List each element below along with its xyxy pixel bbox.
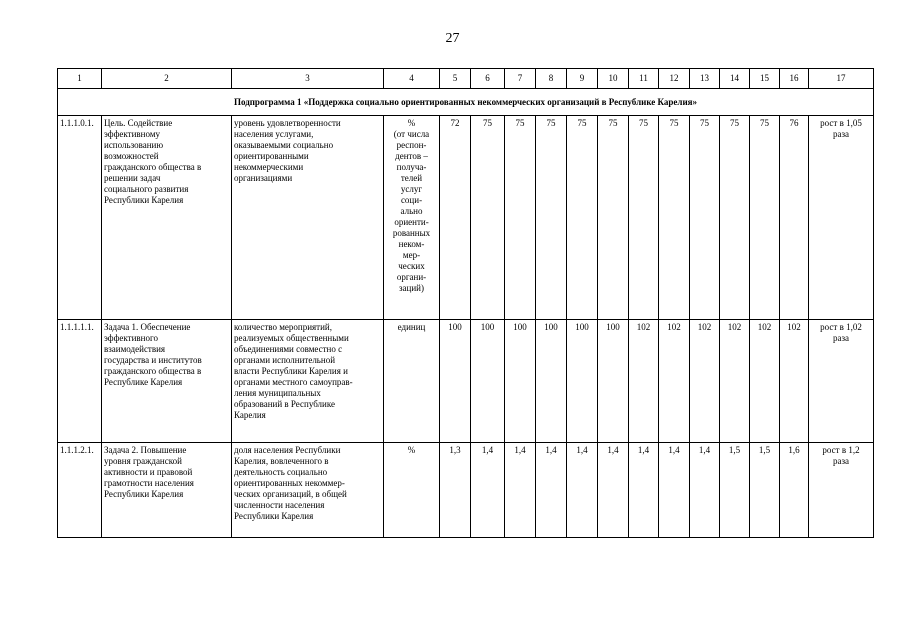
row-value: 1,5 (720, 443, 750, 538)
indicators-table (57, 68, 874, 538)
column-number-14: 14 (720, 69, 750, 89)
row-value: 102 (780, 320, 809, 443)
row-value: 75 (567, 116, 598, 320)
row-goal: Задача 1. Обеспечение эффективного взаимодействия государства и институтов гражданского общества в Республике Карелия (102, 320, 232, 443)
row-value: 100 (505, 320, 536, 443)
row-value: 1,4 (536, 443, 567, 538)
row-indicator: количество мероприятий, реализуемых общественными объединениями совместно с органами исполнительной власти Республики Карелия и органами местного самоуправ- ления муниципальных образований в Республике Карелия (232, 320, 384, 443)
row-value: 1,6 (780, 443, 809, 538)
row-value: 1,4 (659, 443, 690, 538)
column-number-row (58, 69, 874, 89)
row-result: рост в 1,05 раза (809, 116, 874, 320)
table-row (58, 443, 874, 538)
row-unit: единиц (384, 320, 440, 443)
row-indicator: доля населения Республики Карелия, вовлеченного в деятельность социально ориентированных некоммер- ческих организаций, в общей численности населения Республики Карелия (232, 443, 384, 538)
table-row (58, 320, 874, 443)
table-row (58, 116, 874, 320)
row-value: 100 (440, 320, 471, 443)
row-value: 75 (536, 116, 567, 320)
row-value: 102 (629, 320, 659, 443)
column-number-5: 5 (440, 69, 471, 89)
row-value: 75 (750, 116, 780, 320)
row-value: 76 (780, 116, 809, 320)
row-value: 1,4 (629, 443, 659, 538)
column-number-6: 6 (471, 69, 505, 89)
row-value: 102 (659, 320, 690, 443)
row-value: 75 (629, 116, 659, 320)
column-number-8: 8 (536, 69, 567, 89)
row-value: 1,5 (750, 443, 780, 538)
row-value: 100 (536, 320, 567, 443)
row-code: 1.1.1.2.1. (58, 443, 102, 538)
row-value: 1,4 (690, 443, 720, 538)
row-code: 1.1.1.1.1. (58, 320, 102, 443)
row-value: 1,4 (505, 443, 536, 538)
row-value: 102 (750, 320, 780, 443)
column-number-4: 4 (384, 69, 440, 89)
row-value: 75 (471, 116, 505, 320)
row-value: 75 (659, 116, 690, 320)
column-number-13: 13 (690, 69, 720, 89)
row-indicator: уровень удовлетворенности населения услугами, оказываемыми социально ориентированными некоммерческими организациями (232, 116, 384, 320)
row-value: 102 (720, 320, 750, 443)
row-goal: Задача 2. Повышение уровня гражданской активности и правовой грамотности населения Республики Карелия (102, 443, 232, 538)
row-code: 1.1.1.0.1. (58, 116, 102, 320)
row-value: 1,3 (440, 443, 471, 538)
column-number-16: 16 (780, 69, 809, 89)
row-value: 75 (690, 116, 720, 320)
column-number-15: 15 (750, 69, 780, 89)
column-number-12: 12 (659, 69, 690, 89)
row-result: рост в 1,02 раза (809, 320, 874, 443)
row-value: 72 (440, 116, 471, 320)
row-value: 100 (471, 320, 505, 443)
subprogram-row (58, 89, 874, 116)
row-value: 75 (598, 116, 629, 320)
row-value: 1,4 (471, 443, 505, 538)
row-unit: % (от числа респон- дентов – получа- телей услуг соци- ально ориенти- рованных неком- мер- ческих органи- заций) (384, 116, 440, 320)
row-value: 100 (567, 320, 598, 443)
row-value: 102 (690, 320, 720, 443)
row-value: 100 (598, 320, 629, 443)
column-number-9: 9 (567, 69, 598, 89)
row-unit: % (384, 443, 440, 538)
row-value: 75 (505, 116, 536, 320)
row-result: рост в 1,2 раза (809, 443, 874, 538)
column-number-3: 3 (232, 69, 384, 89)
column-number-7: 7 (505, 69, 536, 89)
row-goal: Цель. Содействие эффективному использованию возможностей гражданского общества в решении задач социального развития Республики Карелия (102, 116, 232, 320)
column-number-17: 17 (809, 69, 874, 89)
subprogram-title: Подпрограмма 1 «Поддержка социально ориентированных некоммерческих организаций в Республике Карелия» (58, 89, 874, 116)
page-number: 27 (445, 31, 460, 46)
column-number-1: 1 (58, 69, 102, 89)
column-number-11: 11 (629, 69, 659, 89)
column-number-10: 10 (598, 69, 629, 89)
row-value: 1,4 (598, 443, 629, 538)
row-value: 75 (720, 116, 750, 320)
column-number-2: 2 (102, 69, 232, 89)
row-value: 1,4 (567, 443, 598, 538)
